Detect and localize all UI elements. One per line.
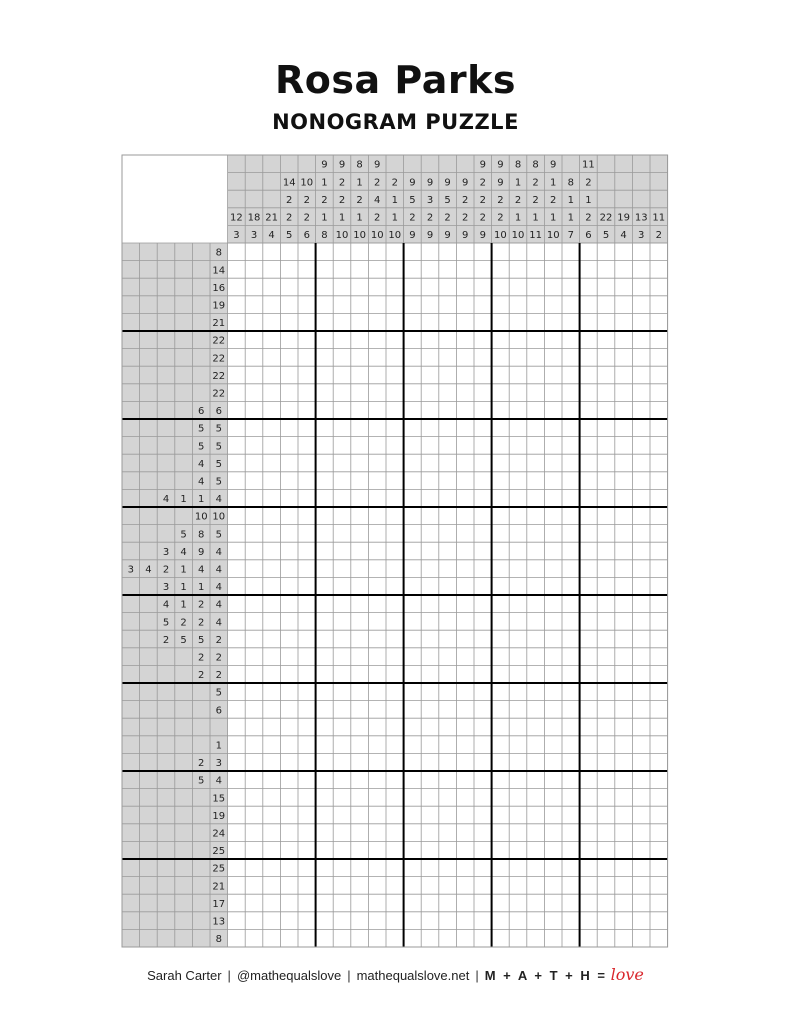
- column-clue: 2: [497, 194, 504, 206]
- row-clue: 4: [215, 582, 222, 594]
- column-clue: 14: [282, 177, 296, 189]
- column-clue: 8: [567, 177, 574, 189]
- column-clue: 8: [532, 159, 539, 171]
- column-clue: 9: [338, 159, 346, 171]
- row-clue: 24: [212, 828, 226, 840]
- column-clue: 12: [230, 212, 243, 224]
- column-clue: 9: [321, 159, 328, 171]
- row-clue: 4: [215, 546, 222, 558]
- column-clue: 2: [374, 212, 381, 224]
- column-clue: 7: [567, 230, 574, 242]
- row-clue: 5: [198, 441, 205, 453]
- column-clue: 11: [652, 212, 666, 224]
- row-clue: 25: [212, 863, 226, 875]
- row-clue: 15: [212, 793, 226, 805]
- row-clue: 2: [162, 634, 170, 646]
- column-clue: 9: [409, 177, 416, 189]
- row-clue: 1: [215, 740, 222, 752]
- column-clue: 2: [479, 212, 486, 224]
- row-clue: 4: [162, 599, 170, 611]
- row-clue: 5: [198, 634, 205, 646]
- column-clue: 1: [585, 194, 592, 206]
- column-clue: 5: [286, 230, 293, 242]
- column-clue: 1: [391, 194, 398, 206]
- column-clue: 2: [338, 194, 346, 206]
- row-clue: 1: [198, 494, 205, 506]
- row-clue: 16: [212, 282, 226, 294]
- column-clue: 3: [638, 230, 645, 242]
- page-title: Rosa Parks: [275, 58, 516, 102]
- column-clue: 2: [532, 177, 539, 189]
- column-clue: 9: [444, 230, 451, 242]
- row-clue: 4: [215, 494, 222, 506]
- column-clue: 9: [479, 159, 486, 171]
- column-clue: 22: [599, 212, 613, 224]
- column-clue: 2: [585, 177, 592, 189]
- column-clue: 10: [388, 230, 402, 242]
- column-clue: 9: [497, 177, 504, 189]
- row-clue: 2: [198, 670, 205, 682]
- column-clue: 1: [338, 212, 346, 224]
- row-clue: 2: [198, 652, 205, 664]
- column-clue: 10: [335, 230, 349, 242]
- row-clue: 4: [215, 599, 222, 611]
- footer-separator: |: [347, 968, 351, 983]
- row-clue: 5: [215, 441, 222, 453]
- row-clue: 1: [180, 599, 187, 611]
- column-clue: 10: [546, 230, 560, 242]
- row-clue: 3: [127, 564, 134, 576]
- column-clue: 13: [634, 212, 648, 224]
- column-clue: 9: [479, 230, 486, 242]
- row-clue: 8: [215, 934, 222, 946]
- column-clue: 6: [585, 230, 592, 242]
- column-clue: 2: [409, 212, 416, 224]
- column-clue: 2: [286, 194, 293, 206]
- column-clue: 8: [321, 230, 328, 242]
- column-clue: 2: [655, 230, 662, 242]
- column-clue: 1: [532, 212, 539, 224]
- row-clue: 6: [215, 406, 222, 418]
- row-clue: 5: [215, 529, 222, 541]
- footer-brand: M + A + T + H =: [484, 968, 607, 983]
- column-clue: 2: [462, 212, 469, 224]
- column-clue: 1: [321, 177, 328, 189]
- row-clue: 4: [215, 775, 222, 787]
- row-clue: 5: [180, 529, 187, 541]
- column-clue: 3: [250, 230, 258, 242]
- column-clue: 2: [585, 212, 592, 224]
- column-clue: 9: [497, 159, 504, 171]
- row-clue: 3: [215, 758, 222, 770]
- row-clue: 5: [215, 423, 222, 435]
- column-clue: 9: [374, 159, 381, 171]
- column-clue: 1: [550, 212, 557, 224]
- row-clue: 4: [215, 564, 222, 576]
- column-clue: 9: [444, 177, 451, 189]
- row-clue: 5: [180, 634, 187, 646]
- row-clue: 21: [212, 881, 226, 893]
- row-clue: 17: [212, 898, 226, 910]
- column-clue: 2: [444, 212, 451, 224]
- column-clue: 5: [409, 194, 416, 206]
- row-clue: 2: [215, 670, 222, 682]
- row-clue: 5: [215, 687, 222, 699]
- page-subtitle: NONOGRAM PUZZLE: [272, 110, 519, 134]
- column-clue: 2: [514, 194, 522, 206]
- row-clue: 4: [198, 458, 205, 470]
- column-clue: 1: [321, 212, 328, 224]
- column-clue: 6: [303, 230, 310, 242]
- row-clue: 22: [212, 388, 226, 400]
- column-clue: 2: [356, 194, 363, 206]
- column-clue: 1: [567, 212, 574, 224]
- row-clue: 5: [215, 458, 222, 470]
- row-clue: 2: [198, 758, 205, 770]
- row-clue: 21: [212, 318, 226, 330]
- column-clue: 2: [303, 212, 310, 224]
- column-clue: 2: [286, 212, 293, 224]
- column-clue: 2: [391, 177, 398, 189]
- column-clue: 3: [233, 230, 240, 242]
- column-clue: 1: [391, 212, 398, 224]
- row-clue: 2: [198, 599, 205, 611]
- row-clue: 2: [180, 617, 187, 629]
- row-clue: 19: [212, 810, 226, 822]
- column-clue: 9: [409, 230, 416, 242]
- column-clue: 9: [462, 230, 469, 242]
- column-clue: 3: [426, 194, 434, 206]
- column-clue: 2: [338, 177, 346, 189]
- column-clue: 1: [567, 194, 574, 206]
- column-clue: 2: [479, 194, 486, 206]
- column-clue: 8: [356, 159, 363, 171]
- row-clue: 3: [162, 546, 170, 558]
- footer-handle: @mathequalslove: [236, 968, 342, 983]
- footer-separator: |: [475, 968, 479, 983]
- row-clue: 9: [198, 546, 205, 558]
- row-clue: 19: [212, 300, 226, 312]
- row-clue: 4: [145, 564, 152, 576]
- row-clue: 22: [212, 353, 226, 365]
- row-clue: 8: [215, 247, 222, 259]
- column-clue: 19: [617, 212, 630, 224]
- column-clue: 9: [426, 177, 434, 189]
- footer-author: Sarah Carter: [147, 968, 222, 983]
- column-clue: 1: [514, 177, 522, 189]
- row-clue: 8: [198, 529, 205, 541]
- row-clue: 4: [215, 617, 222, 629]
- row-clue: 2: [162, 564, 170, 576]
- column-clue: 4: [620, 230, 627, 242]
- row-clue: 4: [198, 476, 205, 488]
- row-clue: 2: [198, 617, 205, 629]
- row-clue: 4: [162, 494, 170, 506]
- column-clue: 21: [265, 212, 278, 224]
- column-clue: 9: [426, 230, 434, 242]
- column-clue: 2: [303, 194, 310, 206]
- column-clue: 10: [300, 177, 314, 189]
- column-clue: 2: [550, 194, 557, 206]
- column-clue: 1: [356, 212, 363, 224]
- column-clue: 10: [370, 230, 384, 242]
- column-clue: 1: [356, 177, 363, 189]
- footer: [0, 965, 791, 984]
- column-clue: 10: [511, 230, 525, 242]
- column-clue: 2: [532, 194, 539, 206]
- column-clue: 1: [550, 177, 557, 189]
- column-clue: 4: [268, 230, 275, 242]
- column-clue: 2: [426, 212, 434, 224]
- row-clue: 10: [212, 511, 226, 523]
- column-clue: 11: [529, 230, 542, 242]
- row-clue: 22: [212, 370, 226, 382]
- column-clue: 5: [602, 230, 610, 242]
- column-clue: 4: [374, 194, 381, 206]
- row-clue: 2: [215, 652, 222, 664]
- footer-site: mathequalslove.net: [356, 968, 470, 983]
- row-clue: 22: [212, 335, 226, 347]
- column-clue: 2: [374, 177, 381, 189]
- column-clue: 10: [494, 230, 507, 242]
- corner-blank: [122, 155, 228, 243]
- row-clue: 5: [198, 423, 205, 435]
- column-clue: 8: [514, 159, 522, 171]
- column-clue: 18: [247, 212, 261, 224]
- row-clue: 1: [180, 582, 187, 594]
- row-clue: 14: [212, 265, 226, 277]
- column-clue: 2: [462, 194, 469, 206]
- column-clue: 10: [353, 230, 366, 242]
- row-clue: 25: [212, 846, 226, 858]
- row-clue: 1: [180, 494, 187, 506]
- column-clue: 11: [582, 159, 595, 171]
- column-clue: 2: [321, 194, 328, 206]
- row-clue: 4: [198, 564, 205, 576]
- column-clue: 2: [497, 212, 504, 224]
- row-clue: 13: [212, 916, 226, 928]
- row-clue: 10: [194, 511, 208, 523]
- footer-love-logo: love: [610, 965, 644, 984]
- row-clue: 2: [215, 634, 222, 646]
- column-clue: 9: [550, 159, 557, 171]
- row-clue: 5: [162, 617, 170, 629]
- column-clue: 2: [479, 177, 486, 189]
- row-clue: 4: [180, 546, 187, 558]
- row-clue: 1: [180, 564, 187, 576]
- row-clue: 6: [198, 406, 205, 418]
- row-clue: 1: [198, 582, 205, 594]
- row-clue: 3: [162, 582, 170, 594]
- row-clue: 5: [215, 476, 222, 488]
- column-clue: 5: [444, 194, 451, 206]
- footer-separator: |: [227, 968, 231, 983]
- column-clue: 1: [514, 212, 522, 224]
- column-clue: 9: [462, 177, 469, 189]
- row-clue: 6: [215, 705, 222, 717]
- row-clue: 5: [198, 775, 205, 787]
